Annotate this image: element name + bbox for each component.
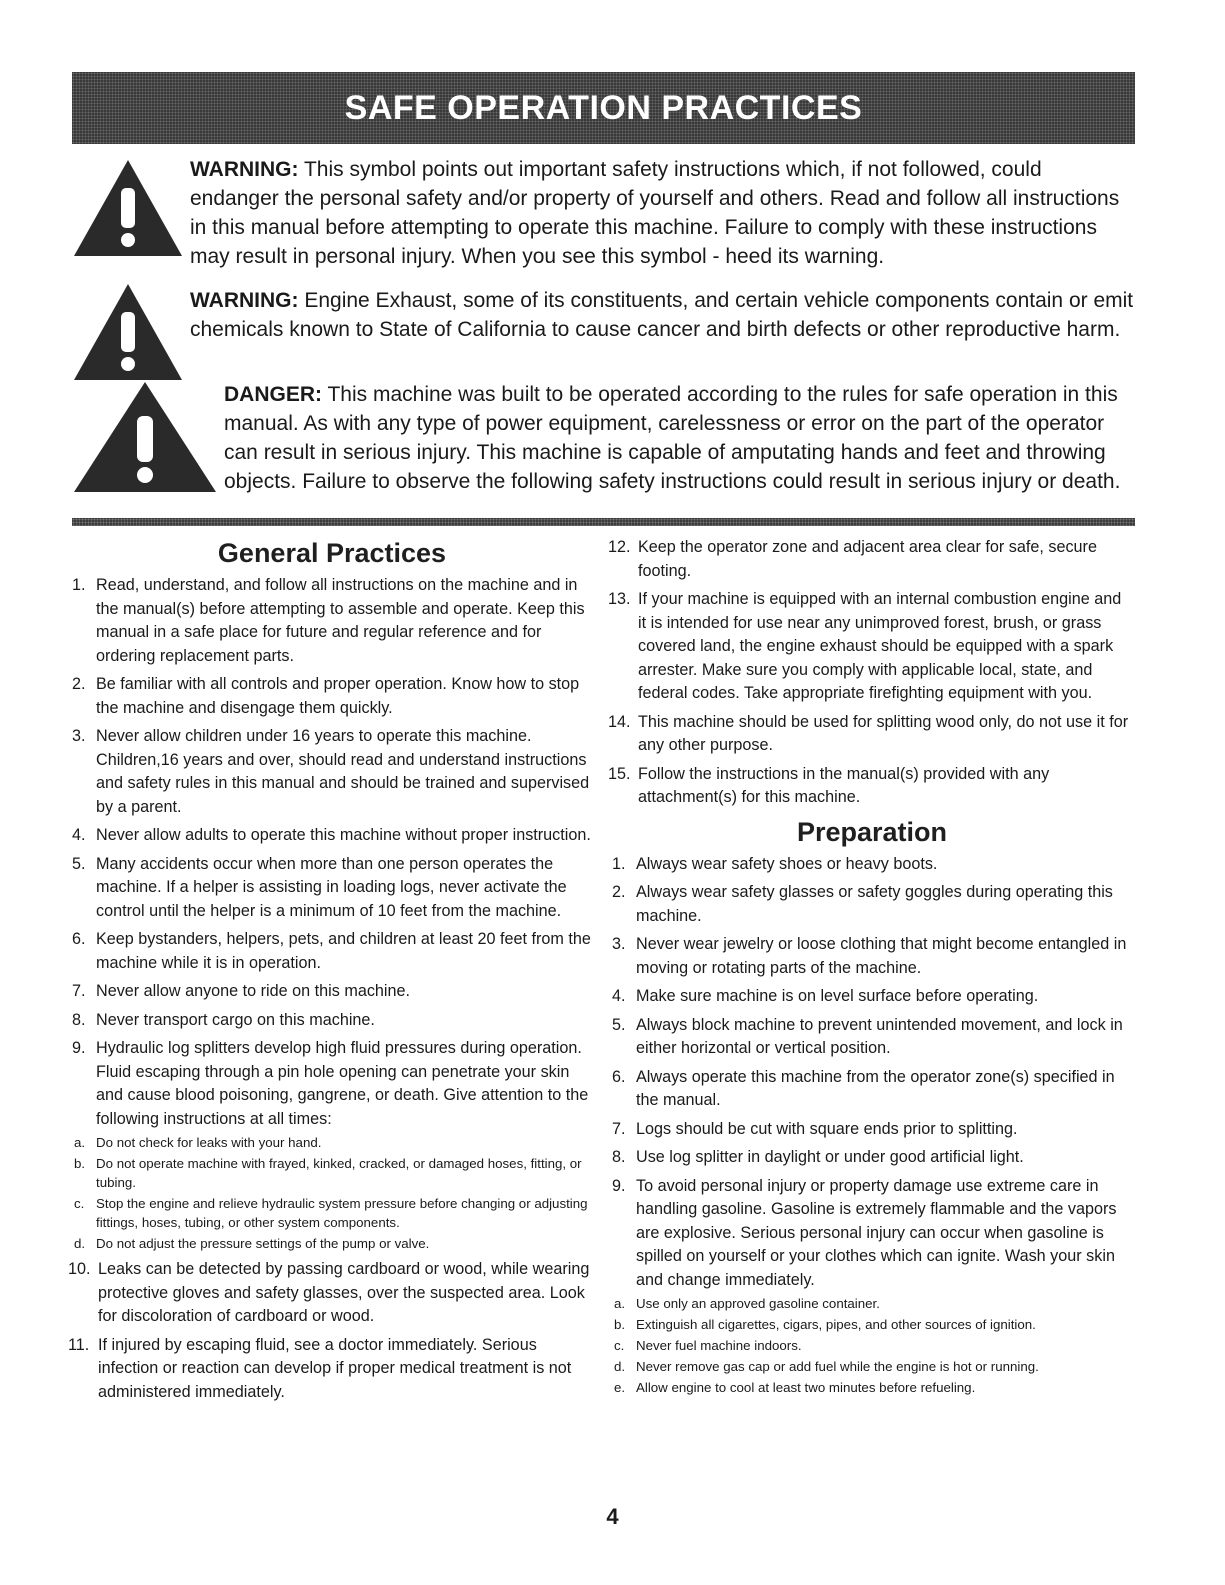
item-text: If your machine is equipped with an internal combustion engine and it is intended for use near any unimproved forest, brush, or grass covered land, the engine exhaust should be equipped with a spark arrester. Make sure you comply with applicable local, state, and federal codes. Take appropriate firefighting equipment with you. — [638, 590, 1122, 702]
list-item — [72, 1037, 592, 1253]
sub-item-letter: a. — [614, 1296, 626, 1311]
list-item — [612, 1118, 1132, 1142]
danger-notice — [224, 380, 1135, 496]
sub-list-item — [74, 1133, 592, 1152]
sub-list-item — [614, 1378, 1132, 1397]
item-number: 5. — [72, 854, 86, 873]
list-item — [72, 574, 592, 668]
item-text: Logs should be cut with square ends prior to splitting. — [636, 1119, 1018, 1138]
item-number: 6. — [612, 1067, 626, 1086]
item-text: Never transport cargo on this machine. — [96, 1010, 375, 1029]
list-item — [72, 928, 592, 975]
list-item — [72, 853, 592, 924]
list-item — [72, 673, 592, 720]
section-divider — [72, 518, 1135, 526]
sub-list-item — [74, 1194, 592, 1232]
list-item — [72, 1009, 592, 1033]
item-number: 8. — [72, 1010, 86, 1029]
item-text: Never allow children under 16 years to operate this machine. Children,16 years and over, should read and understand instructions and safety rules in this manual and should be trained and supervised by a parent. — [96, 727, 590, 816]
warning-triangle-icon — [72, 380, 218, 494]
sub-item-letter: b. — [614, 1317, 626, 1332]
warning-label: WARNING: — [190, 289, 299, 312]
sub-item-letter: e. — [614, 1380, 626, 1395]
general-practices-list — [68, 574, 592, 1404]
item-number: 10. — [68, 1260, 91, 1278]
item-text: Always block machine to prevent unintended movement, and lock in either horizontal or vertical position. — [636, 1015, 1123, 1057]
preparation-list — [612, 853, 1132, 1398]
general-practices-heading: General Practices — [217, 538, 447, 568]
sub-item-text: Use only an approved gasoline container. — [636, 1296, 880, 1311]
item-number: 4. — [612, 987, 626, 1005]
item-text: To avoid personal injury or property damage use extreme care in handling gasoline. Gasoline is extremely flammable and the vapors are explosive. Serious personal injury can occur when gasoline is spilled on yourself or your clothes which can ignite. Wash your skin and change immediately. — [636, 1176, 1117, 1289]
item-text: Make sure machine is on level surface before operating. — [636, 987, 1039, 1005]
sub-list — [74, 1133, 592, 1253]
list-item — [608, 763, 1132, 810]
item-number: 9. — [72, 1039, 86, 1057]
sub-item-text: Do not check for leaks with your hand. — [96, 1135, 322, 1150]
item-text: Keep the operator zone and adjacent area clear for safe, secure footing. — [638, 538, 1097, 580]
item-text: Always wear safety glasses or safety goggles during operating this machine. — [636, 883, 1113, 925]
general-practices-list-continued — [608, 536, 1132, 810]
list-item — [68, 1258, 592, 1329]
item-number: 1. — [612, 854, 626, 873]
item-number: 7. — [72, 982, 86, 1000]
item-text: Keep bystanders, helpers, pets, and children at least 20 feet from the machine while it is in operation. — [96, 930, 591, 972]
warning-label: WARNING: — [190, 158, 299, 181]
list-item — [72, 725, 592, 819]
item-text: Read, understand, and follow all instructions on the machine and in the manual(s) before attempting to assemble and operate. Keep this manual in a safe place for future and regular reference and for ordering replacement parts. — [96, 576, 585, 665]
danger-text: This machine was built to be operated according to the rules for safe operation in this manual. As with any type of power equipment, carelessness or error on the part of the operator can result in serious injury. This machine is capable of amputating hands and feet and throwing objects. Failure to observe the following safety instructions could result in serious injury or death. — [224, 383, 1121, 493]
list-item — [68, 1334, 592, 1405]
item-text: Many accidents occur when more than one person operates the machine. If a helper is assisting in loading logs, never activate the control until the helper is a minimum of 10 feet from the machine. — [96, 854, 567, 920]
item-text: Never allow adults to operate this machine without proper instruction. — [96, 826, 591, 844]
page-number: 4 — [606, 1504, 619, 1529]
warning-text: This symbol points out important safety instructions which, if not followed, could endanger the personal safety and/or property of yourself and others. Read and follow all instructions in this manual before attempting to operate this machine. Failure to comply with these instructions may result in personal injury. When you see this symbol - heed its warning. — [190, 158, 1120, 268]
warning-california-notice — [190, 286, 1135, 344]
item-number: 3. — [72, 727, 86, 745]
item-number: 6. — [72, 930, 86, 948]
sub-item-text: Never remove gas cap or add fuel while the engine is hot or running. — [636, 1359, 1039, 1374]
item-text: Follow the instructions in the manual(s) provided with any attachment(s) for this machine. — [638, 764, 1050, 806]
sub-list-item — [614, 1336, 1132, 1355]
danger-label: DANGER: — [224, 383, 322, 406]
list-item — [612, 985, 1132, 1009]
item-number: 3. — [612, 935, 626, 953]
item-number: 9. — [612, 1176, 626, 1195]
item-text: Hydraulic log splitters develop high fluid pressures during operation. Fluid escaping through a pin hole opening can penetrate your skin and cause blood poisoning, gangrene, or death. Give attention to the following instructions at all times: — [96, 1039, 589, 1128]
list-item — [608, 536, 1132, 583]
item-text: Always operate this machine from the operator zone(s) specified in the manual. — [636, 1067, 1115, 1109]
sub-item-text: Allow engine to cool at least two minutes before refueling. — [636, 1380, 976, 1395]
list-item — [72, 824, 592, 848]
item-text: Always wear safety shoes or heavy boots. — [636, 854, 938, 873]
warning-triangle-icon — [72, 282, 184, 382]
item-number: 8. — [612, 1148, 626, 1166]
sub-item-text: Stop the engine and relieve hydraulic system pressure before changing or adjusting fittings, hoses, tubing, or other system components. — [96, 1196, 588, 1230]
sub-list-item — [614, 1294, 1132, 1313]
item-text: Never wear jewelry or loose clothing that might become entangled in moving or rotating parts of the machine. — [636, 935, 1127, 977]
sub-item-letter: c. — [74, 1196, 85, 1211]
list-item — [612, 1014, 1132, 1061]
sub-item-letter: d. — [614, 1359, 626, 1374]
sub-item-text: Never fuel machine indoors. — [636, 1338, 802, 1353]
sub-item-letter: d. — [74, 1236, 86, 1251]
warning-triangle-icon — [72, 158, 184, 258]
list-item — [612, 1175, 1132, 1398]
page-title: SAFE OPERATION PRACTICES — [344, 88, 863, 127]
warning-text: Engine Exhaust, some of its constituents, and certain vehicle components contain or emit chemicals known to State of California to cause cancer and birth defects or other reproductive harm. — [190, 289, 1134, 341]
sub-list-item — [74, 1234, 592, 1253]
sub-item-letter: b. — [74, 1156, 86, 1171]
item-text: This machine should be used for splitting wood only, do not use it for any other purpose. — [638, 712, 1129, 754]
sub-item-text: Extinguish all cigarettes, cigars, pipes, and other sources of ignition. — [636, 1317, 1036, 1332]
sub-list — [614, 1294, 1132, 1397]
list-item — [612, 881, 1132, 928]
sub-item-letter: a. — [74, 1135, 86, 1150]
sub-item-text: Do not adjust the pressure settings of the pump or valve. — [96, 1236, 430, 1251]
item-number: 11. — [68, 1335, 90, 1354]
sub-item-letter: c. — [614, 1338, 625, 1353]
list-item — [608, 711, 1132, 758]
sub-list-item — [614, 1315, 1132, 1334]
sub-list-item — [614, 1357, 1132, 1376]
list-item — [72, 980, 592, 1004]
list-item — [608, 588, 1132, 706]
item-number: 12. — [608, 538, 631, 556]
preparation-heading: Preparation — [796, 816, 948, 847]
right-column — [608, 536, 1132, 1402]
list-item — [612, 853, 1132, 877]
item-text: Never allow anyone to ride on this machine. — [96, 982, 411, 1000]
item-number: 2. — [612, 883, 626, 901]
list-item — [612, 933, 1132, 980]
item-number: 15. — [608, 764, 631, 783]
item-number: 13. — [608, 590, 631, 608]
item-number: 5. — [612, 1015, 626, 1034]
sub-item-text: Do not operate machine with frayed, kinked, cracked, or damaged hoses, fitting, or tubing. — [96, 1156, 582, 1190]
item-text: Be familiar with all controls and proper operation. Know how to stop the machine and disengage them quickly. — [96, 675, 580, 717]
item-number: 1. — [72, 576, 86, 594]
item-number: 7. — [612, 1119, 626, 1138]
item-number: 2. — [72, 675, 86, 693]
warning-symbol-notice — [190, 155, 1135, 271]
item-number: 14. — [608, 712, 631, 731]
item-text: If injured by escaping fluid, see a doctor immediately. Serious infection or reaction can develop if proper medical treatment is not administered immediately. — [98, 1335, 572, 1401]
item-text: Use log splitter in daylight or under good artificial light. — [636, 1148, 1024, 1166]
general-practices-column — [68, 536, 592, 1409]
item-text: Leaks can be detected by passing cardboard or wood, while wearing protective gloves and safety glasses, over the suspected area. Look for discoloration of cardboard or wood. — [98, 1260, 590, 1325]
list-item — [612, 1066, 1132, 1113]
sub-list-item — [74, 1154, 592, 1192]
list-item — [612, 1146, 1132, 1170]
item-number: 4. — [72, 826, 86, 844]
page-banner — [72, 72, 1135, 144]
